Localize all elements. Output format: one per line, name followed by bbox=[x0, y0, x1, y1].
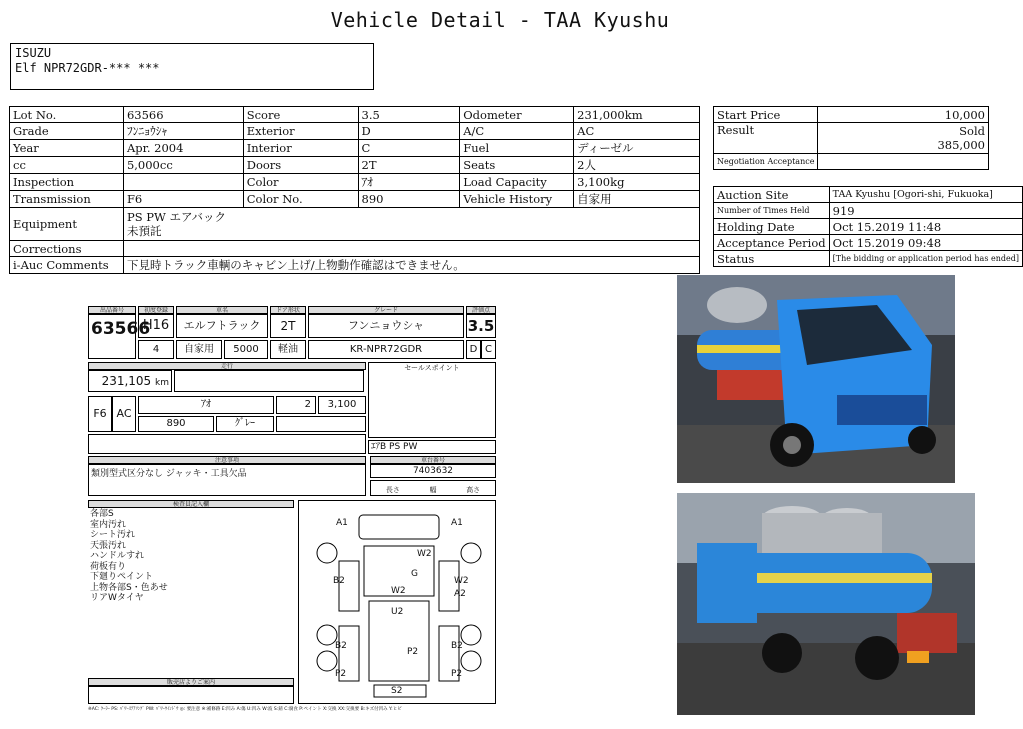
sheet-inspection-notes bbox=[88, 434, 366, 454]
mark-g: G bbox=[411, 569, 418, 579]
spec-label-a: Year bbox=[10, 140, 124, 157]
mark-w2-top: W2 bbox=[417, 549, 432, 559]
sheet-equip: ｴｱB PS PW bbox=[368, 440, 496, 454]
spec-label-c: Odometer bbox=[460, 107, 574, 123]
spec-value-c: 2人 bbox=[574, 157, 700, 174]
mark-p2-left: P2 bbox=[335, 669, 347, 679]
spec-label-b: Exterior bbox=[243, 123, 358, 140]
mark-a2: A2 bbox=[454, 589, 466, 599]
spec-row bbox=[10, 123, 700, 140]
mark-w2-right: W2 bbox=[454, 576, 469, 586]
spec-value-b: 890 bbox=[358, 191, 460, 208]
spec-label-a: Inspection bbox=[10, 174, 124, 191]
spec-value-a: Apr. 2004 bbox=[123, 140, 243, 157]
sheet-inspector-notes: 各部S 室内汚れ シート汚れ 天張汚れ ハンドルすれ 荷板有り 下廻りペイント 上物各部S・色あせ リアWタイヤ bbox=[90, 509, 168, 603]
sheet-doors: 2T bbox=[270, 314, 306, 338]
spec-label-a: Transmission bbox=[10, 191, 124, 208]
sheet-frame-no: 7403632 bbox=[370, 464, 496, 478]
spec-label-c: A/C bbox=[460, 123, 574, 140]
sheet-km: 231,105 km bbox=[88, 370, 172, 392]
sheet-sales-point: セールスポイント bbox=[368, 362, 496, 438]
site-label: Auction Site bbox=[714, 187, 830, 203]
negotiation-value bbox=[818, 154, 989, 170]
auction-sheet-image[interactable] bbox=[88, 306, 500, 716]
sheet-notes: 類別型式区分なし ジャッキ・工具欠品 bbox=[88, 464, 366, 496]
spec-value-a bbox=[123, 174, 243, 191]
start-price-value: 10,000 bbox=[818, 107, 989, 123]
spec-value-a: F6 bbox=[123, 191, 243, 208]
spec-value-b: D bbox=[358, 123, 460, 140]
spec-row bbox=[10, 140, 700, 157]
truck-front-illustration bbox=[677, 275, 955, 483]
sheet-color: ｱｵ bbox=[138, 396, 274, 414]
spec-value-a: ﾌﾝﾆｮｳｼｬ bbox=[123, 123, 243, 140]
sheet-interior-color: ｸﾞﾚｰ bbox=[216, 416, 274, 432]
sheet-ext: C bbox=[481, 340, 496, 359]
mark-w2-mid: W2 bbox=[391, 586, 406, 596]
spec-label-b: Color bbox=[243, 174, 358, 191]
page-title: Vehicle Detail - TAA Kyushu bbox=[330, 8, 670, 32]
sheet-usage: 自家用 bbox=[176, 340, 222, 359]
sheet-size: 長さ 幅 高さ bbox=[370, 480, 496, 496]
mark-b2-rear-left: B2 bbox=[335, 641, 347, 651]
equipment-label: Equipment bbox=[10, 208, 124, 241]
truck-diagram-svg bbox=[299, 501, 497, 705]
comments-value: 下見時トラック車輌のキャビン上げ/上物動作確認はできません。 bbox=[123, 257, 699, 274]
mark-s2: S2 bbox=[391, 686, 403, 696]
hdr-score: 評価点 bbox=[466, 306, 496, 314]
sheet-load: 3,100 bbox=[318, 396, 366, 414]
sheet-ac: AC bbox=[112, 396, 136, 432]
mark-u2: U2 bbox=[391, 607, 404, 617]
damage-diagram bbox=[298, 500, 496, 704]
spec-value-c: 231,000km bbox=[574, 107, 700, 123]
price-table bbox=[713, 106, 989, 170]
sheet-fuel: 軽油 bbox=[270, 340, 306, 359]
spec-label-c: Vehicle History bbox=[460, 191, 574, 208]
vehicle-name-box bbox=[10, 43, 374, 90]
acceptance-value: Oct 15.2019 09:48 bbox=[829, 235, 1022, 251]
hdr-model: 車名 bbox=[176, 306, 268, 314]
spec-label-b: Score bbox=[243, 107, 358, 123]
spec-label-a: cc bbox=[10, 157, 124, 174]
sheet-year: H16 bbox=[138, 314, 174, 338]
spec-value-c: ディーゼル bbox=[574, 140, 700, 157]
hdr-notes: 注意事項 bbox=[88, 456, 366, 464]
negotiation-label: Negotiation Acceptance bbox=[714, 154, 818, 170]
spec-label-c: Fuel bbox=[460, 140, 574, 157]
mark-a1-left: A1 bbox=[336, 518, 348, 528]
holding-value: Oct 15.2019 11:48 bbox=[829, 219, 1022, 235]
spec-value-b: C bbox=[358, 140, 460, 157]
hdr-km: 走行 bbox=[88, 362, 366, 370]
sheet-seats: 2 bbox=[276, 396, 316, 414]
sheet-lot: 63566 bbox=[88, 314, 136, 359]
spec-value-a: 63566 bbox=[123, 107, 243, 123]
sheet-model: エルフトラック bbox=[176, 314, 268, 338]
mark-a1-right: A1 bbox=[451, 518, 463, 528]
corrections-label: Corrections bbox=[10, 241, 124, 257]
status-value: [The bidding or application period has ended] bbox=[829, 251, 1022, 267]
spec-label-c: Seats bbox=[460, 157, 574, 174]
mark-p2-right: P2 bbox=[451, 669, 463, 679]
truck-rear-illustration bbox=[677, 493, 975, 715]
vehicle-photo-front[interactable] bbox=[677, 275, 955, 483]
sheet-grade: フンニョウシャ bbox=[308, 314, 464, 338]
sheet-color-no: 890 bbox=[138, 416, 214, 432]
acceptance-label: Acceptance Period bbox=[714, 235, 830, 251]
result-label: Result bbox=[714, 123, 818, 154]
sheet-blank2 bbox=[276, 416, 366, 432]
spec-value-b: ｱｵ bbox=[358, 174, 460, 191]
mark-p2-center: P2 bbox=[407, 647, 419, 657]
hdr-doors: ドア形状 bbox=[270, 306, 306, 314]
vehicle-photo-rear[interactable] bbox=[677, 493, 975, 715]
sheet-month: 4 bbox=[138, 340, 174, 359]
auction-table bbox=[713, 186, 1023, 267]
spec-row bbox=[10, 191, 700, 208]
mark-b2-left: B2 bbox=[333, 576, 345, 586]
times-label: Number of Times Held bbox=[714, 203, 830, 219]
spec-row bbox=[10, 157, 700, 174]
hdr-year: 初度登録 bbox=[138, 306, 174, 314]
equipment-value: PS PW エアバック 未預託 bbox=[123, 208, 699, 241]
spec-value-b: 2T bbox=[358, 157, 460, 174]
spec-label-b: Interior bbox=[243, 140, 358, 157]
hdr-frame: 車台番号 bbox=[370, 456, 496, 464]
sheet-km-blank bbox=[174, 370, 364, 392]
start-price-label: Start Price bbox=[714, 107, 818, 123]
spec-value-a: 5,000cc bbox=[123, 157, 243, 174]
sheet-bottom-box bbox=[88, 686, 294, 704]
hdr-inspector: 検査員記入欄 bbox=[88, 500, 294, 508]
spec-label-b: Color No. bbox=[243, 191, 358, 208]
spec-row bbox=[10, 107, 700, 123]
spec-label-c: Load Capacity bbox=[460, 174, 574, 191]
sheet-type: KR-NPR72GDR bbox=[308, 340, 464, 359]
holding-label: Holding Date bbox=[714, 219, 830, 235]
hdr-bottom: 販売店よりご案内 bbox=[88, 678, 294, 686]
sheet-score: 3.5 bbox=[466, 314, 496, 338]
sheet-footer: ※AC: ｸｰﾗｰ PS: ﾊﾟﾜｰｽﾃｱﾘﾝｸﾞ PW: ﾊﾟﾜｰｳｲﾝﾄﾞｳ ◎: 要注意 ※:補修跡 E:凹み A:傷 U:凹み W:波 S:錆 C:腐食 P:ペイント X:交換 XX:交換要 B:キズ付凹み Y:ヒビ bbox=[88, 707, 402, 712]
spec-value-c: 3,100kg bbox=[574, 174, 700, 191]
spec-label-b: Doors bbox=[243, 157, 358, 174]
spec-label-a: Grade bbox=[10, 123, 124, 140]
spec-label-a: Lot No. bbox=[10, 107, 124, 123]
hdr-lot: 出品番号 bbox=[88, 306, 136, 314]
status-label: Status bbox=[714, 251, 830, 267]
sheet-int: D bbox=[466, 340, 481, 359]
spec-value-b: 3.5 bbox=[358, 107, 460, 123]
times-value: 919 bbox=[829, 203, 1022, 219]
comments-label: i-Auc Comments bbox=[10, 257, 124, 274]
mark-b2-rear-right: B2 bbox=[451, 641, 463, 651]
spec-value-c: AC bbox=[574, 123, 700, 140]
site-value: TAA Kyushu [Ogori-shi, Fukuoka] bbox=[829, 187, 1022, 203]
specs-table bbox=[9, 106, 700, 274]
corrections-value bbox=[123, 241, 699, 257]
car-model: Elf NPR72GDR-*** *** bbox=[15, 61, 160, 75]
car-make: ISUZU bbox=[15, 46, 52, 60]
result-value: Sold 385,000 bbox=[818, 123, 989, 154]
spec-value-c: 自家用 bbox=[574, 191, 700, 208]
sheet-trans: F6 bbox=[88, 396, 112, 432]
spec-row bbox=[10, 174, 700, 191]
hdr-grade: グレード bbox=[308, 306, 464, 314]
sheet-cc: 5000 bbox=[224, 340, 268, 359]
